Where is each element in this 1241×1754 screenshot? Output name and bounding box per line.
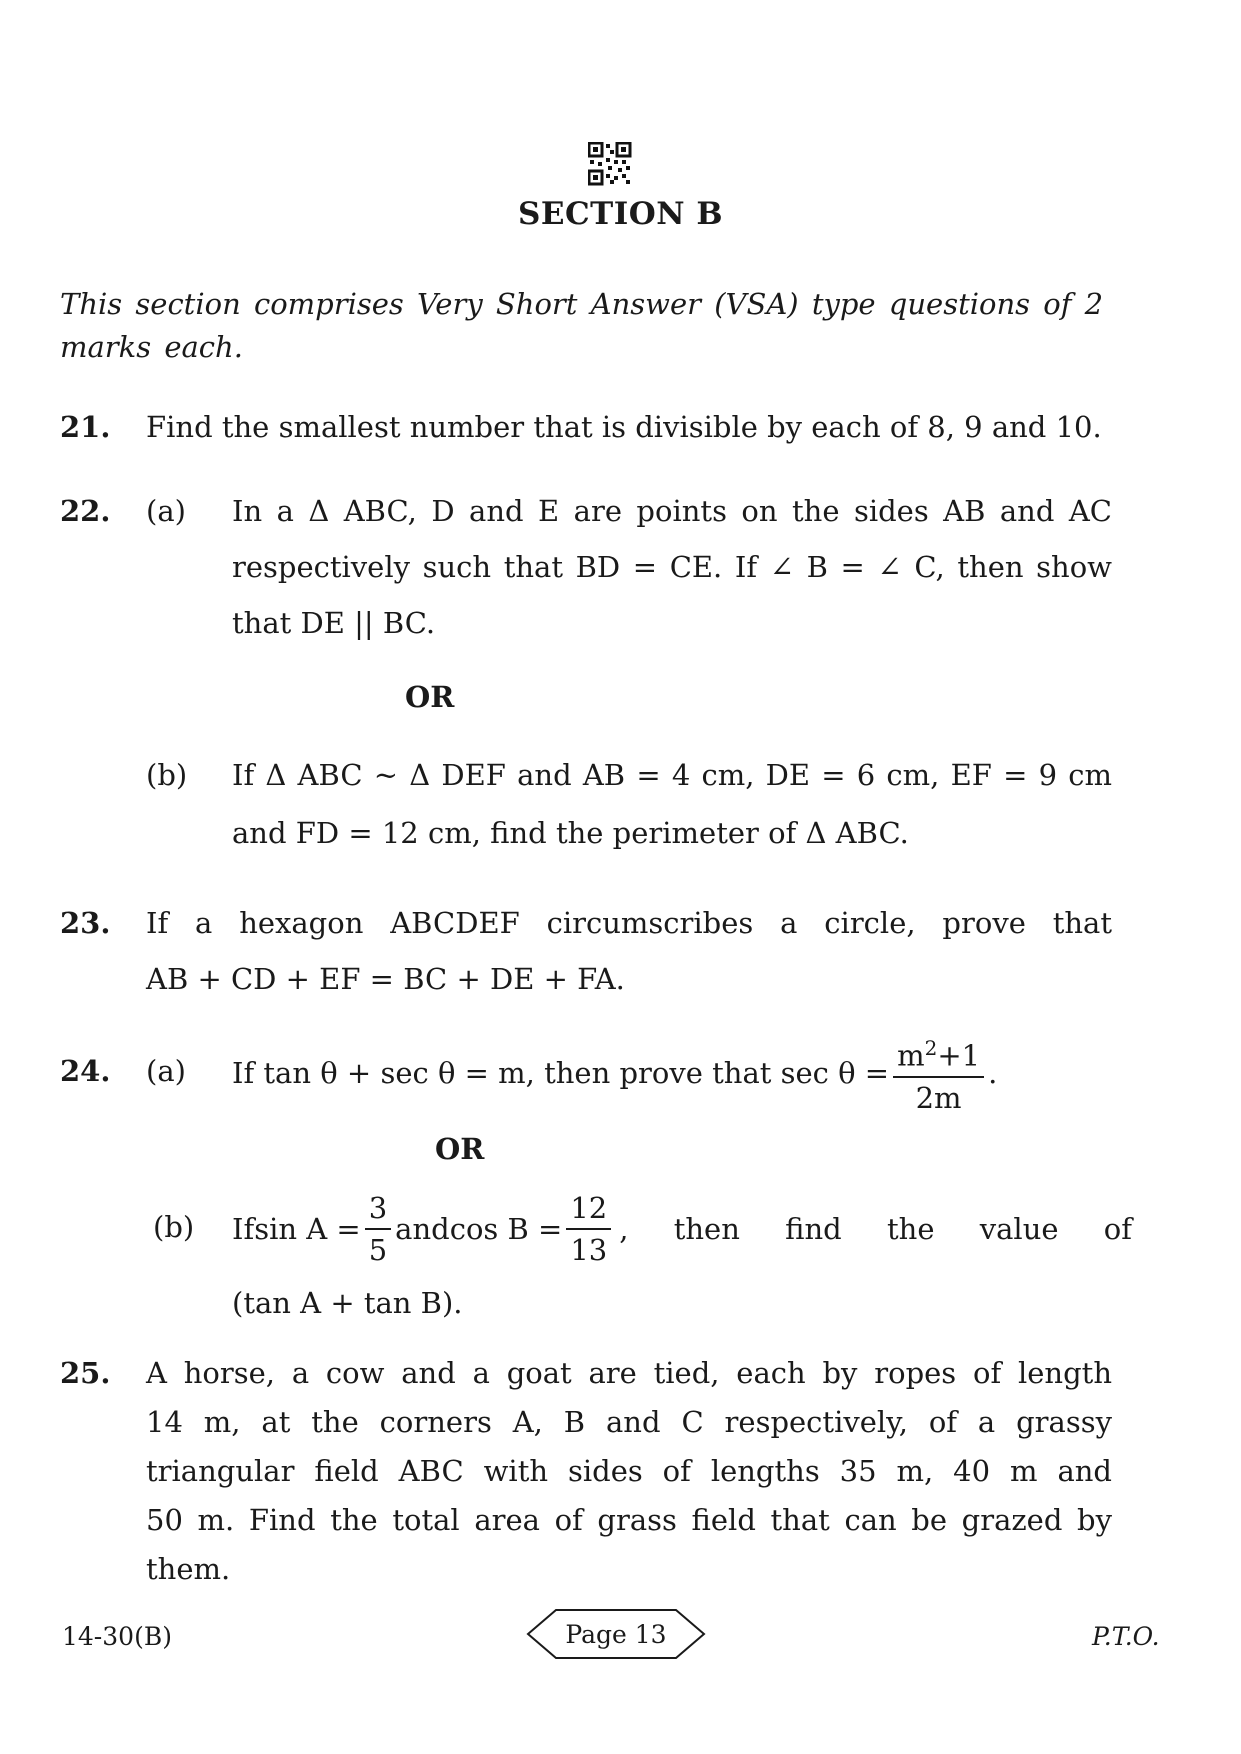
- question-text: If: [232, 1212, 255, 1246]
- question-text: 14 m, at the corners A, B and C respectively, of a grassy: [146, 1405, 1112, 1439]
- question-text: In a Δ ABC, D and E are points on the sides AB and AC: [232, 494, 1112, 528]
- question-text: A horse, a cow and a goat are tied, each by ropes of length: [146, 1356, 1112, 1390]
- sin-expression: [254, 1188, 395, 1270]
- cos-expression: [450, 1188, 616, 1270]
- question-text: and FD = 12 cm, find the perimeter of Δ ABC.: [232, 816, 909, 850]
- question-number: 25.: [60, 1356, 111, 1390]
- question-number: 23.: [60, 906, 111, 940]
- part-label: (a): [146, 494, 186, 528]
- question-text: AB + CD + EF = BC + DE + FA.: [146, 962, 625, 996]
- question-text: Find the smallest number that is divisible by each of 8, 9 and 10.: [146, 410, 1102, 444]
- fraction-numerator: $m^2+1$: [893, 1028, 984, 1078]
- question-text: If Δ ABC ~ Δ DEF and AB = 4 cm, DE = 6 cm, EF = 9 cm: [232, 758, 1112, 792]
- fraction-numerator: 12: [566, 1188, 611, 1230]
- question-text: respectively such that BD = CE. If ∠ B = ∠ C, then show: [232, 550, 1112, 584]
- paper-code: 14-30(B): [62, 1622, 172, 1651]
- or-separator: OR: [405, 680, 455, 714]
- fraction-denominator: 2m: [915, 1080, 962, 1115]
- question-text: , then find the value of: [619, 1212, 1132, 1246]
- section-title: SECTION B: [517, 196, 724, 232]
- page-number-badge: [526, 1606, 706, 1662]
- fraction: [566, 1188, 611, 1270]
- fraction-denominator: 5: [368, 1233, 388, 1267]
- question-text: triangular field ABC with sides of lengths 35 m, 40 m and: [146, 1454, 1112, 1488]
- question-text: If tan θ + sec θ = m, then prove that sec θ =: [232, 1056, 890, 1090]
- or-separator: OR: [435, 1132, 485, 1166]
- question-number: 22.: [60, 494, 111, 528]
- question-text: cos B =: [449, 1212, 563, 1246]
- fraction-numerator: 3: [365, 1188, 391, 1230]
- question-text-row: [232, 1030, 1132, 1116]
- part-label: (b): [146, 758, 188, 792]
- question-text: and: [395, 1212, 450, 1246]
- qr-code-icon: [588, 142, 632, 186]
- pto-label: P.T.O.: [1092, 1622, 1160, 1651]
- fraction: [893, 1028, 984, 1118]
- question-number: 24.: [60, 1054, 111, 1088]
- question-text: sin A =: [254, 1212, 361, 1246]
- question-text: them.: [146, 1552, 231, 1586]
- part-label: (a): [146, 1054, 186, 1088]
- question-text: If a hexagon ABCDEF circumscribes a circle, prove that: [146, 906, 1112, 940]
- question-text: 50 m. Find the total area of grass field that can be grazed by: [146, 1503, 1112, 1537]
- question-text: that DE || BC.: [232, 606, 436, 640]
- period: .: [988, 1056, 998, 1090]
- question-number: 21.: [60, 410, 111, 444]
- question-text-row: [232, 1186, 1132, 1272]
- fraction-denominator: 13: [570, 1233, 608, 1267]
- section-instructions: This section comprises Very Short Answer (VSA) type questions of 2 marks each.: [60, 287, 1104, 364]
- fraction: [365, 1188, 391, 1270]
- page-number: Page 13: [565, 1620, 667, 1649]
- question-text: (tan A + tan B).: [232, 1286, 463, 1320]
- part-label: (b): [153, 1210, 195, 1244]
